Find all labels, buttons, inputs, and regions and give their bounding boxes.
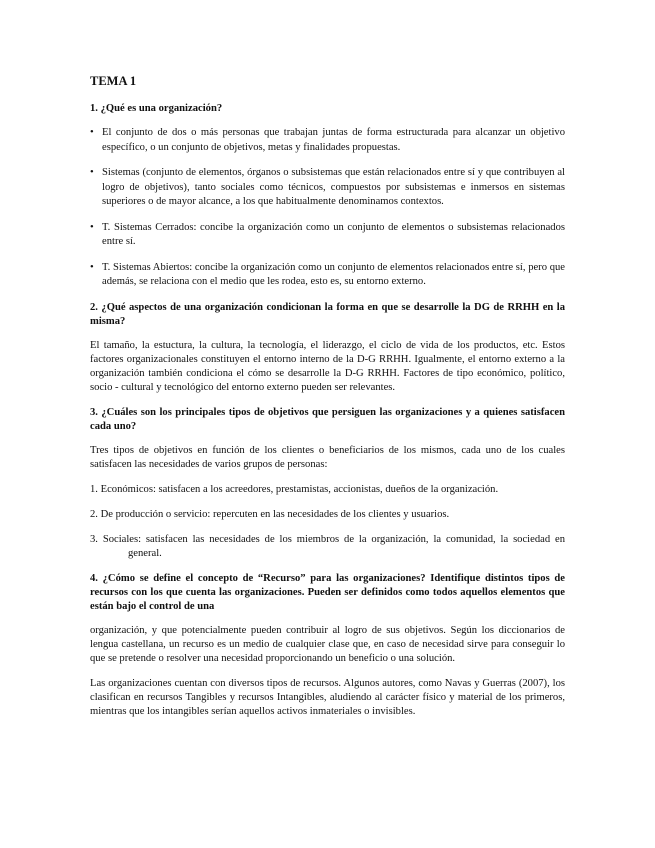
bullet-text: El conjunto de dos o más personas que trabajan juntas de forma estructurada para alcanzar un objetivo específico, o un conjunto de objetivos, metas y finalidades propuestas. xyxy=(102,127,565,153)
bullet-item xyxy=(90,221,565,250)
question-4-heading: 4. ¿Cómo se define el concepto de “Recurso” para las organizaciones? Identifique distintos tipos de recursos con los que cuenta las organizaciones. Pueden ser definidos como todos aquellos elementos que están bajo el control de una xyxy=(90,572,565,612)
question-3-heading: 3. ¿Cuáles son los principales tipos de objetivos que persiguen las organizaciones y a quienes satisfacen cada uno? xyxy=(90,406,565,432)
bullet-item xyxy=(90,126,565,155)
bullet-dot-icon: • xyxy=(90,261,94,273)
bullet-dot-icon: • xyxy=(90,127,94,138)
bullet-text: T. Sistemas Cerrados: concibe la organización como un conjunto de elementos o subsistemas relacionados entre sí. xyxy=(102,221,565,247)
bullet-text: T. Sistemas Abiertos: concibe la organización como un conjunto de elementos relacionados entre sí, pero que además, se relaciona con el medio que les rodea, esto es, su entorno externo. xyxy=(102,261,565,287)
numbered-item: 1. Económicos: satisfacen a los acreedores, prestamistas, accionistas, dueños de la organización. xyxy=(90,483,499,495)
bullet-dot-icon: • xyxy=(90,167,94,178)
question-4-paragraph-1: organización, y que potencialmente pueden contribuir al logro de sus objetivos. Según los diccionarios de lengua castellana, un recurso es un medio de cualquier clase que, en caso de necesidad sirve para conseguir lo que se pretende o resolver una necesidad proporcionando un beneficio o una solución. xyxy=(90,624,565,664)
bullet-text: Sistemas (conjunto de elementos, órganos o subsistemas que están relacionados entre sí y que contribuyen al logro de objetivos), tanto sociales como técnicos, compuestos por subsistemas e inmersos en sistemas superiores o de mayor alcance, a los que habitualmente denominamos contextos. xyxy=(102,167,565,207)
question-2-paragraph: El tamaño, la estuctura, la cultura, la tecnología, el liderazgo, el ciclo de vida de los productos, etc. Estos factores organizacionales constituyen el entorno interno de la D-G RRHH. Igualmente, el entorno externo a la organización también condiciona el cómo se desarrolle la D-G RRHH. Factores de tipo económico, político, socio - cultural y tecnológico del entorno externo pueden ser relevantes. xyxy=(90,339,565,393)
document-title: TEMA 1 xyxy=(90,74,137,88)
bullet-dot-icon: • xyxy=(90,221,94,233)
question-3-intro: Tres tipos de objetivos en función de los clientes o beneficiarios de los mismos, cada uno de los cuales satisfacen las necesidades de varios grupos de personas: xyxy=(90,444,565,470)
bullet-item xyxy=(90,166,565,210)
bullet-item xyxy=(90,261,565,290)
numbered-item: 3. Sociales: satisfacen las necesidades de los miembros de la organización, la comunidad, la sociedad en general. xyxy=(90,533,565,559)
question-4-paragraph-2: Las organizaciones cuentan con diversos tipos de recursos. Algunos autores, como Navas y Guerras (2007), los clasifican en recursos Tangibles y recursos Intangibles, aludiendo al carácter físico y material de los primeros, mientras que los intangibles serían aquellos activos inmateriales o invisibles. xyxy=(90,677,565,717)
question-1-heading: 1. ¿Qué es una organización? xyxy=(90,103,223,114)
question-2-heading: 2. ¿Qué aspectos de una organización condicionan la forma en que se desarrolle la DG de RRHH en la misma? xyxy=(90,301,565,327)
numbered-item: 2. De producción o servicio: repercuten en las necesidades de los clientes y usuarios. xyxy=(90,508,450,520)
